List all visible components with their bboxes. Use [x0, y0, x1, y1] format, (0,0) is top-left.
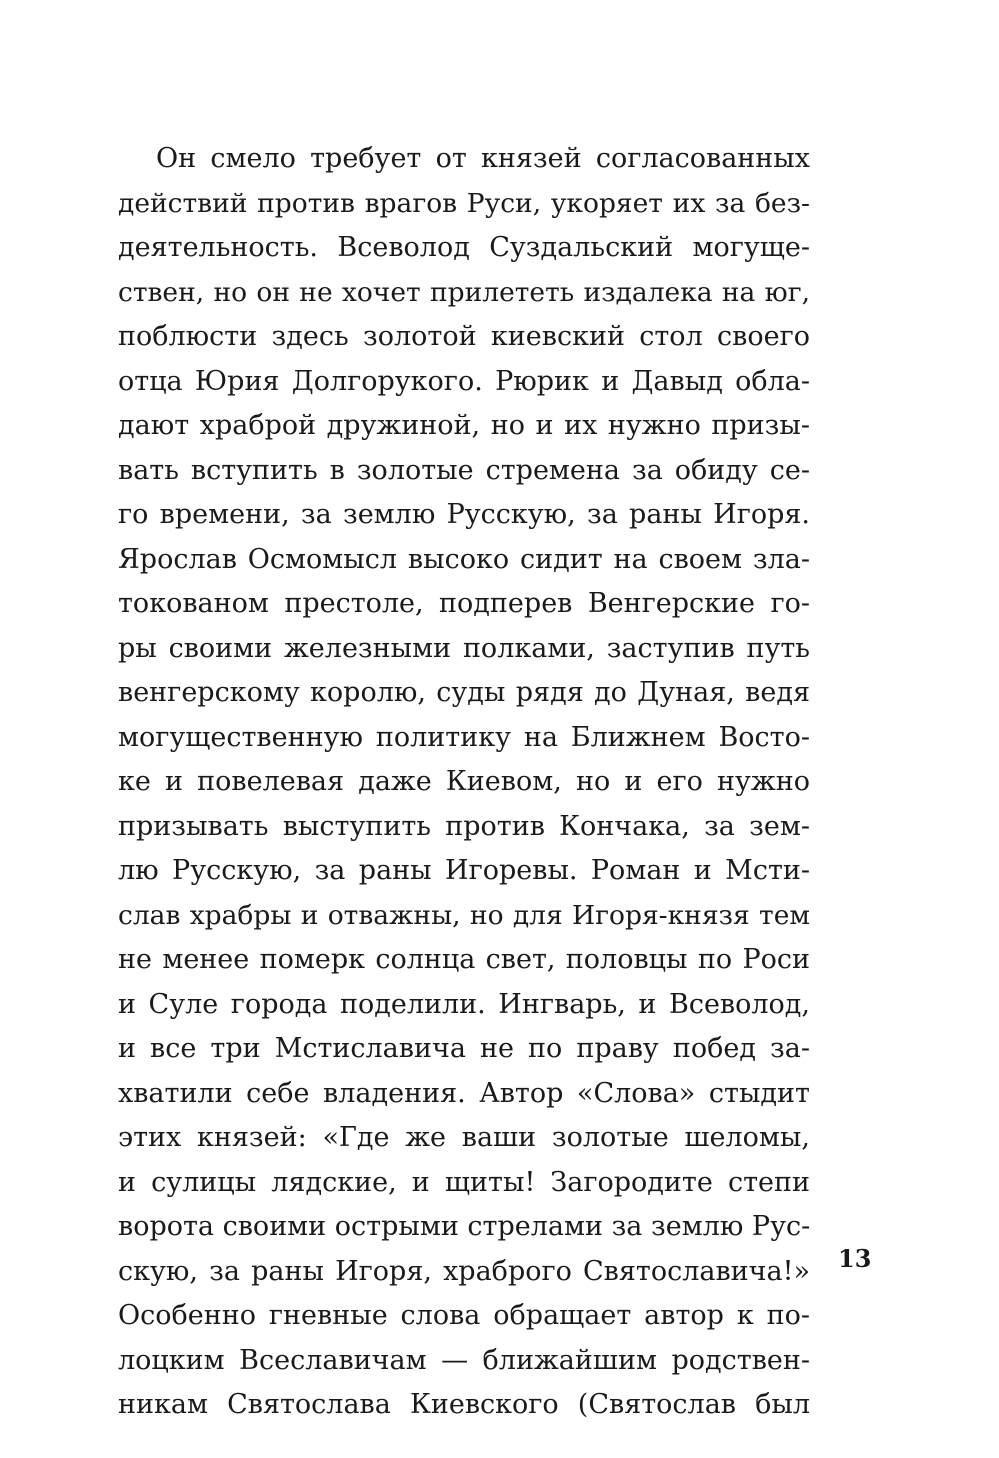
text-line: слав храбры и отважны, но для Игоря-князя тем [118, 899, 810, 931]
text-line: поблюсти здесь золотой киевский стол своего [118, 321, 810, 352]
text-line: и Суле города поделили. Ингварь, и Всеволод, [118, 988, 810, 1020]
text-line: ры своими железными полками, заступив путь [118, 632, 810, 664]
text-line: го времени, за землю Русскую, за раны Игоря. [118, 499, 810, 530]
text-line: Он смело требует от князей согласованных [156, 143, 810, 174]
text-line: могущественную политику на Ближнем Восто- [118, 721, 810, 753]
text-line: этих князей: «Где же ваши золотые шеломы, [118, 1122, 810, 1153]
text-line: ворота своими острыми стрелами за землю Рус- [118, 1211, 810, 1242]
text-line: Особенно гневные слова обращает автор к по- [118, 1300, 810, 1331]
text-line: вать вступить в золотые стремена за обиду се- [118, 454, 810, 486]
text-line: не менее померк солнца свет, половцы по Роси [118, 944, 810, 975]
text-line: отца Юрия Долгорукого. Рюрик и Давыд обла- [118, 365, 810, 397]
text-line: деятельность. Всеволод Суздальский могуще- [118, 232, 810, 263]
text-line: никам Святослава Киевского (Святослав был [118, 1389, 810, 1420]
text-line: лоцким Всеславичам — ближайшим родствен- [118, 1344, 810, 1376]
text-line: ствен, но он не хочет прилететь издалека на юг, [118, 276, 810, 308]
text-line: Ярослав Осмомысл высоко сидит на своем зла- [118, 543, 810, 575]
text-line: дают храброй дружиной, но и их нужно призы- [118, 410, 810, 441]
text-line: венгерскому королю, суды рядя до Дуная, ведя [118, 677, 810, 708]
text-line: и сулицы лядские, и щиты! Загородите степи [118, 1166, 810, 1198]
text-line: и все три Мстиславича не по праву побед за- [118, 1033, 810, 1064]
page-number: 13 [838, 1244, 872, 1273]
text-line: ке и повелевая даже Киевом, но и его нужно [118, 766, 810, 797]
text-line: призывать выступить против Кончака, за зем- [118, 810, 810, 842]
text-line: скую, за раны Игоря, храброго Святославича!» [118, 1255, 810, 1287]
text-line: действий против врагов Руси, укоряет их за без- [118, 187, 810, 219]
text-line: лю Русскую, за раны Игоревы. Роман и Мсти- [118, 855, 810, 886]
body-text [118, 137, 810, 1428]
text-line: хватили себе владения. Автор «Слова» стыдит [118, 1077, 810, 1109]
text-line: токованом престоле, подперев Венгерские го- [118, 588, 810, 619]
